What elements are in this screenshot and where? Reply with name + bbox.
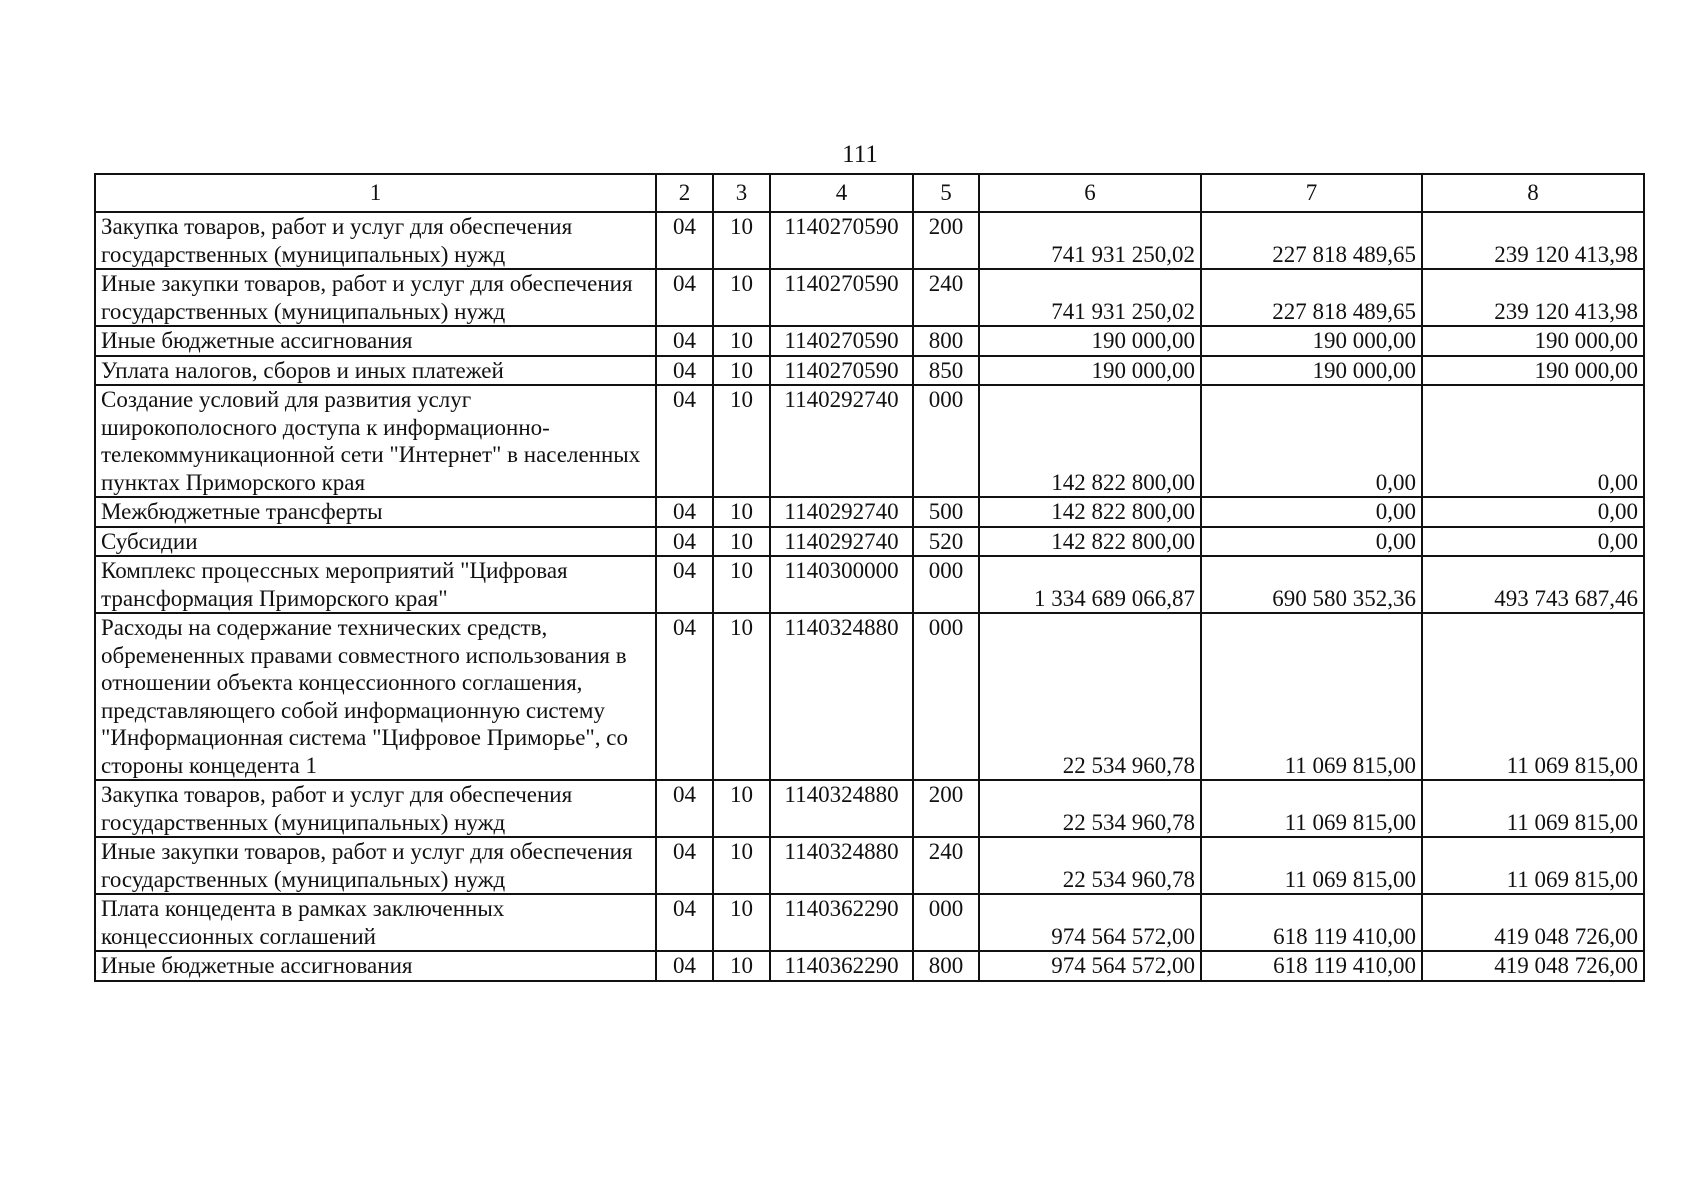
amount-col-6-cell: 1 334 689 066,87 (979, 556, 1201, 613)
amount-col-8-cell: 419 048 726,00 (1422, 894, 1644, 951)
amount-col-8-cell: 0,00 (1422, 385, 1644, 497)
expense-type-cell: 850 (913, 356, 979, 386)
table-row (95, 556, 1644, 613)
expense-type-cell: 200 (913, 780, 979, 837)
amount-col-7-cell: 690 580 352,36 (1201, 556, 1422, 613)
header-cell-col-2: 2 (656, 174, 713, 212)
amount-col-7-cell: 618 119 410,00 (1201, 894, 1422, 951)
subsection-code-cell: 10 (713, 326, 770, 356)
header-cell-col-3: 3 (713, 174, 770, 212)
amount-col-6-cell: 974 564 572,00 (979, 894, 1201, 951)
subsection-code-cell: 10 (713, 356, 770, 386)
expense-type-cell: 800 (913, 326, 979, 356)
section-code-cell: 04 (656, 556, 713, 613)
section-code-cell: 04 (656, 894, 713, 951)
table-row (95, 951, 1644, 981)
header-cell-col-1: 1 (95, 174, 656, 212)
budget-table (94, 173, 1645, 982)
amount-col-6-cell: 142 822 800,00 (979, 385, 1201, 497)
amount-col-6-cell: 22 534 960,78 (979, 613, 1201, 780)
table-row (95, 613, 1644, 780)
table-row (95, 497, 1644, 527)
amount-col-6-cell: 741 931 250,02 (979, 212, 1201, 269)
table-row (95, 326, 1644, 356)
amount-col-8-cell: 190 000,00 (1422, 356, 1644, 386)
table-row (95, 269, 1644, 326)
amount-col-8-cell: 239 120 413,98 (1422, 212, 1644, 269)
section-code-cell: 04 (656, 497, 713, 527)
amount-col-8-cell: 239 120 413,98 (1422, 269, 1644, 326)
header-cell-col-4: 4 (770, 174, 913, 212)
subsection-code-cell: 10 (713, 269, 770, 326)
amount-col-7-cell: 618 119 410,00 (1201, 951, 1422, 981)
expense-name-cell: Иные закупки товаров, работ и услуг для обеспечения государственных (муниципальных) нужд (95, 837, 656, 894)
amount-col-6-cell: 142 822 800,00 (979, 497, 1201, 527)
amount-col-8-cell: 493 743 687,46 (1422, 556, 1644, 613)
section-code-cell: 04 (656, 613, 713, 780)
section-code-cell: 04 (656, 385, 713, 497)
expense-type-cell: 800 (913, 951, 979, 981)
target-article-cell: 1140324880 (770, 613, 913, 780)
subsection-code-cell: 10 (713, 556, 770, 613)
table-row (95, 837, 1644, 894)
expense-name-cell: Иные бюджетные ассигнования (95, 951, 656, 981)
target-article-cell: 1140270590 (770, 326, 913, 356)
section-code-cell: 04 (656, 269, 713, 326)
expense-type-cell: 520 (913, 527, 979, 557)
amount-col-7-cell: 190 000,00 (1201, 356, 1422, 386)
subsection-code-cell: 10 (713, 780, 770, 837)
header-cell-col-6: 6 (979, 174, 1201, 212)
table-body (95, 174, 1644, 981)
target-article-cell: 1140324880 (770, 780, 913, 837)
amount-col-6-cell: 974 564 572,00 (979, 951, 1201, 981)
subsection-code-cell: 10 (713, 497, 770, 527)
header-cell-col-5: 5 (913, 174, 979, 212)
expense-name-cell: Создание условий для развития услуг широкополосного доступа к информационно-телекоммуникационной сети "Интернет" в населенных пунктах Приморского края (95, 385, 656, 497)
expense-name-cell: Иные закупки товаров, работ и услуг для обеспечения государственных (муниципальных) нужд (95, 269, 656, 326)
amount-col-7-cell: 0,00 (1201, 385, 1422, 497)
expense-type-cell: 000 (913, 385, 979, 497)
expense-name-cell: Комплекс процессных мероприятий "Цифровая трансформация Приморского края" (95, 556, 656, 613)
expense-type-cell: 000 (913, 894, 979, 951)
expense-name-cell: Закупка товаров, работ и услуг для обеспечения государственных (муниципальных) нужд (95, 212, 656, 269)
amount-col-7-cell: 0,00 (1201, 527, 1422, 557)
subsection-code-cell: 10 (713, 527, 770, 557)
target-article-cell: 1140300000 (770, 556, 913, 613)
header-row (95, 174, 1644, 212)
amount-col-6-cell: 741 931 250,02 (979, 269, 1201, 326)
section-code-cell: 04 (656, 212, 713, 269)
expense-type-cell: 500 (913, 497, 979, 527)
section-code-cell: 04 (656, 527, 713, 557)
subsection-code-cell: 10 (713, 837, 770, 894)
target-article-cell: 1140270590 (770, 269, 913, 326)
amount-col-8-cell: 11 069 815,00 (1422, 837, 1644, 894)
table-row (95, 212, 1644, 269)
target-article-cell: 1140292740 (770, 527, 913, 557)
amount-col-7-cell: 227 818 489,65 (1201, 269, 1422, 326)
target-article-cell: 1140362290 (770, 894, 913, 951)
header-cell-col-8: 8 (1422, 174, 1644, 212)
target-article-cell: 1140270590 (770, 212, 913, 269)
amount-col-8-cell: 11 069 815,00 (1422, 613, 1644, 780)
amount-col-6-cell: 142 822 800,00 (979, 527, 1201, 557)
expense-type-cell: 000 (913, 556, 979, 613)
amount-col-8-cell: 0,00 (1422, 527, 1644, 557)
table-row (95, 527, 1644, 557)
expense-name-cell: Уплата налогов, сборов и иных платежей (95, 356, 656, 386)
amount-col-7-cell: 11 069 815,00 (1201, 780, 1422, 837)
amount-col-6-cell: 190 000,00 (979, 356, 1201, 386)
subsection-code-cell: 10 (713, 212, 770, 269)
amount-col-7-cell: 11 069 815,00 (1201, 613, 1422, 780)
target-article-cell: 1140362290 (770, 951, 913, 981)
expense-name-cell: Расходы на содержание технических средств, обремененных правами совместного использования в отношении объекта концессионного соглашения, представляющего собой информационную систему "Информационная система "Цифровое Приморье", со стороны концедента 1 (95, 613, 656, 780)
amount-col-8-cell: 190 000,00 (1422, 326, 1644, 356)
table-row (95, 894, 1644, 951)
section-code-cell: 04 (656, 356, 713, 386)
expense-type-cell: 240 (913, 837, 979, 894)
amount-col-6-cell: 22 534 960,78 (979, 780, 1201, 837)
expense-name-cell: Плата концедента в рамках заключенных концессионных соглашений (95, 894, 656, 951)
target-article-cell: 1140292740 (770, 385, 913, 497)
expense-name-cell: Иные бюджетные ассигнования (95, 326, 656, 356)
target-article-cell: 1140270590 (770, 356, 913, 386)
subsection-code-cell: 10 (713, 894, 770, 951)
subsection-code-cell: 10 (713, 385, 770, 497)
amount-col-8-cell: 11 069 815,00 (1422, 780, 1644, 837)
section-code-cell: 04 (656, 951, 713, 981)
target-article-cell: 1140292740 (770, 497, 913, 527)
target-article-cell: 1140324880 (770, 837, 913, 894)
header-cell-col-7: 7 (1201, 174, 1422, 212)
amount-col-6-cell: 190 000,00 (979, 326, 1201, 356)
section-code-cell: 04 (656, 837, 713, 894)
table-row (95, 356, 1644, 386)
amount-col-7-cell: 227 818 489,65 (1201, 212, 1422, 269)
section-code-cell: 04 (656, 780, 713, 837)
amount-col-8-cell: 419 048 726,00 (1422, 951, 1644, 981)
table-row (95, 385, 1644, 497)
expense-type-cell: 000 (913, 613, 979, 780)
expense-type-cell: 240 (913, 269, 979, 326)
amount-col-6-cell: 22 534 960,78 (979, 837, 1201, 894)
expense-name-cell: Межбюджетные трансферты (95, 497, 656, 527)
amount-col-8-cell: 0,00 (1422, 497, 1644, 527)
expense-name-cell: Закупка товаров, работ и услуг для обеспечения государственных (муниципальных) нужд (95, 780, 656, 837)
amount-col-7-cell: 190 000,00 (1201, 326, 1422, 356)
expense-type-cell: 200 (913, 212, 979, 269)
amount-col-7-cell: 0,00 (1201, 497, 1422, 527)
table-row (95, 780, 1644, 837)
section-code-cell: 04 (656, 326, 713, 356)
expense-name-cell: Субсидии (95, 527, 656, 557)
subsection-code-cell: 10 (713, 613, 770, 780)
page-number: 111 (842, 141, 878, 168)
subsection-code-cell: 10 (713, 951, 770, 981)
amount-col-7-cell: 11 069 815,00 (1201, 837, 1422, 894)
